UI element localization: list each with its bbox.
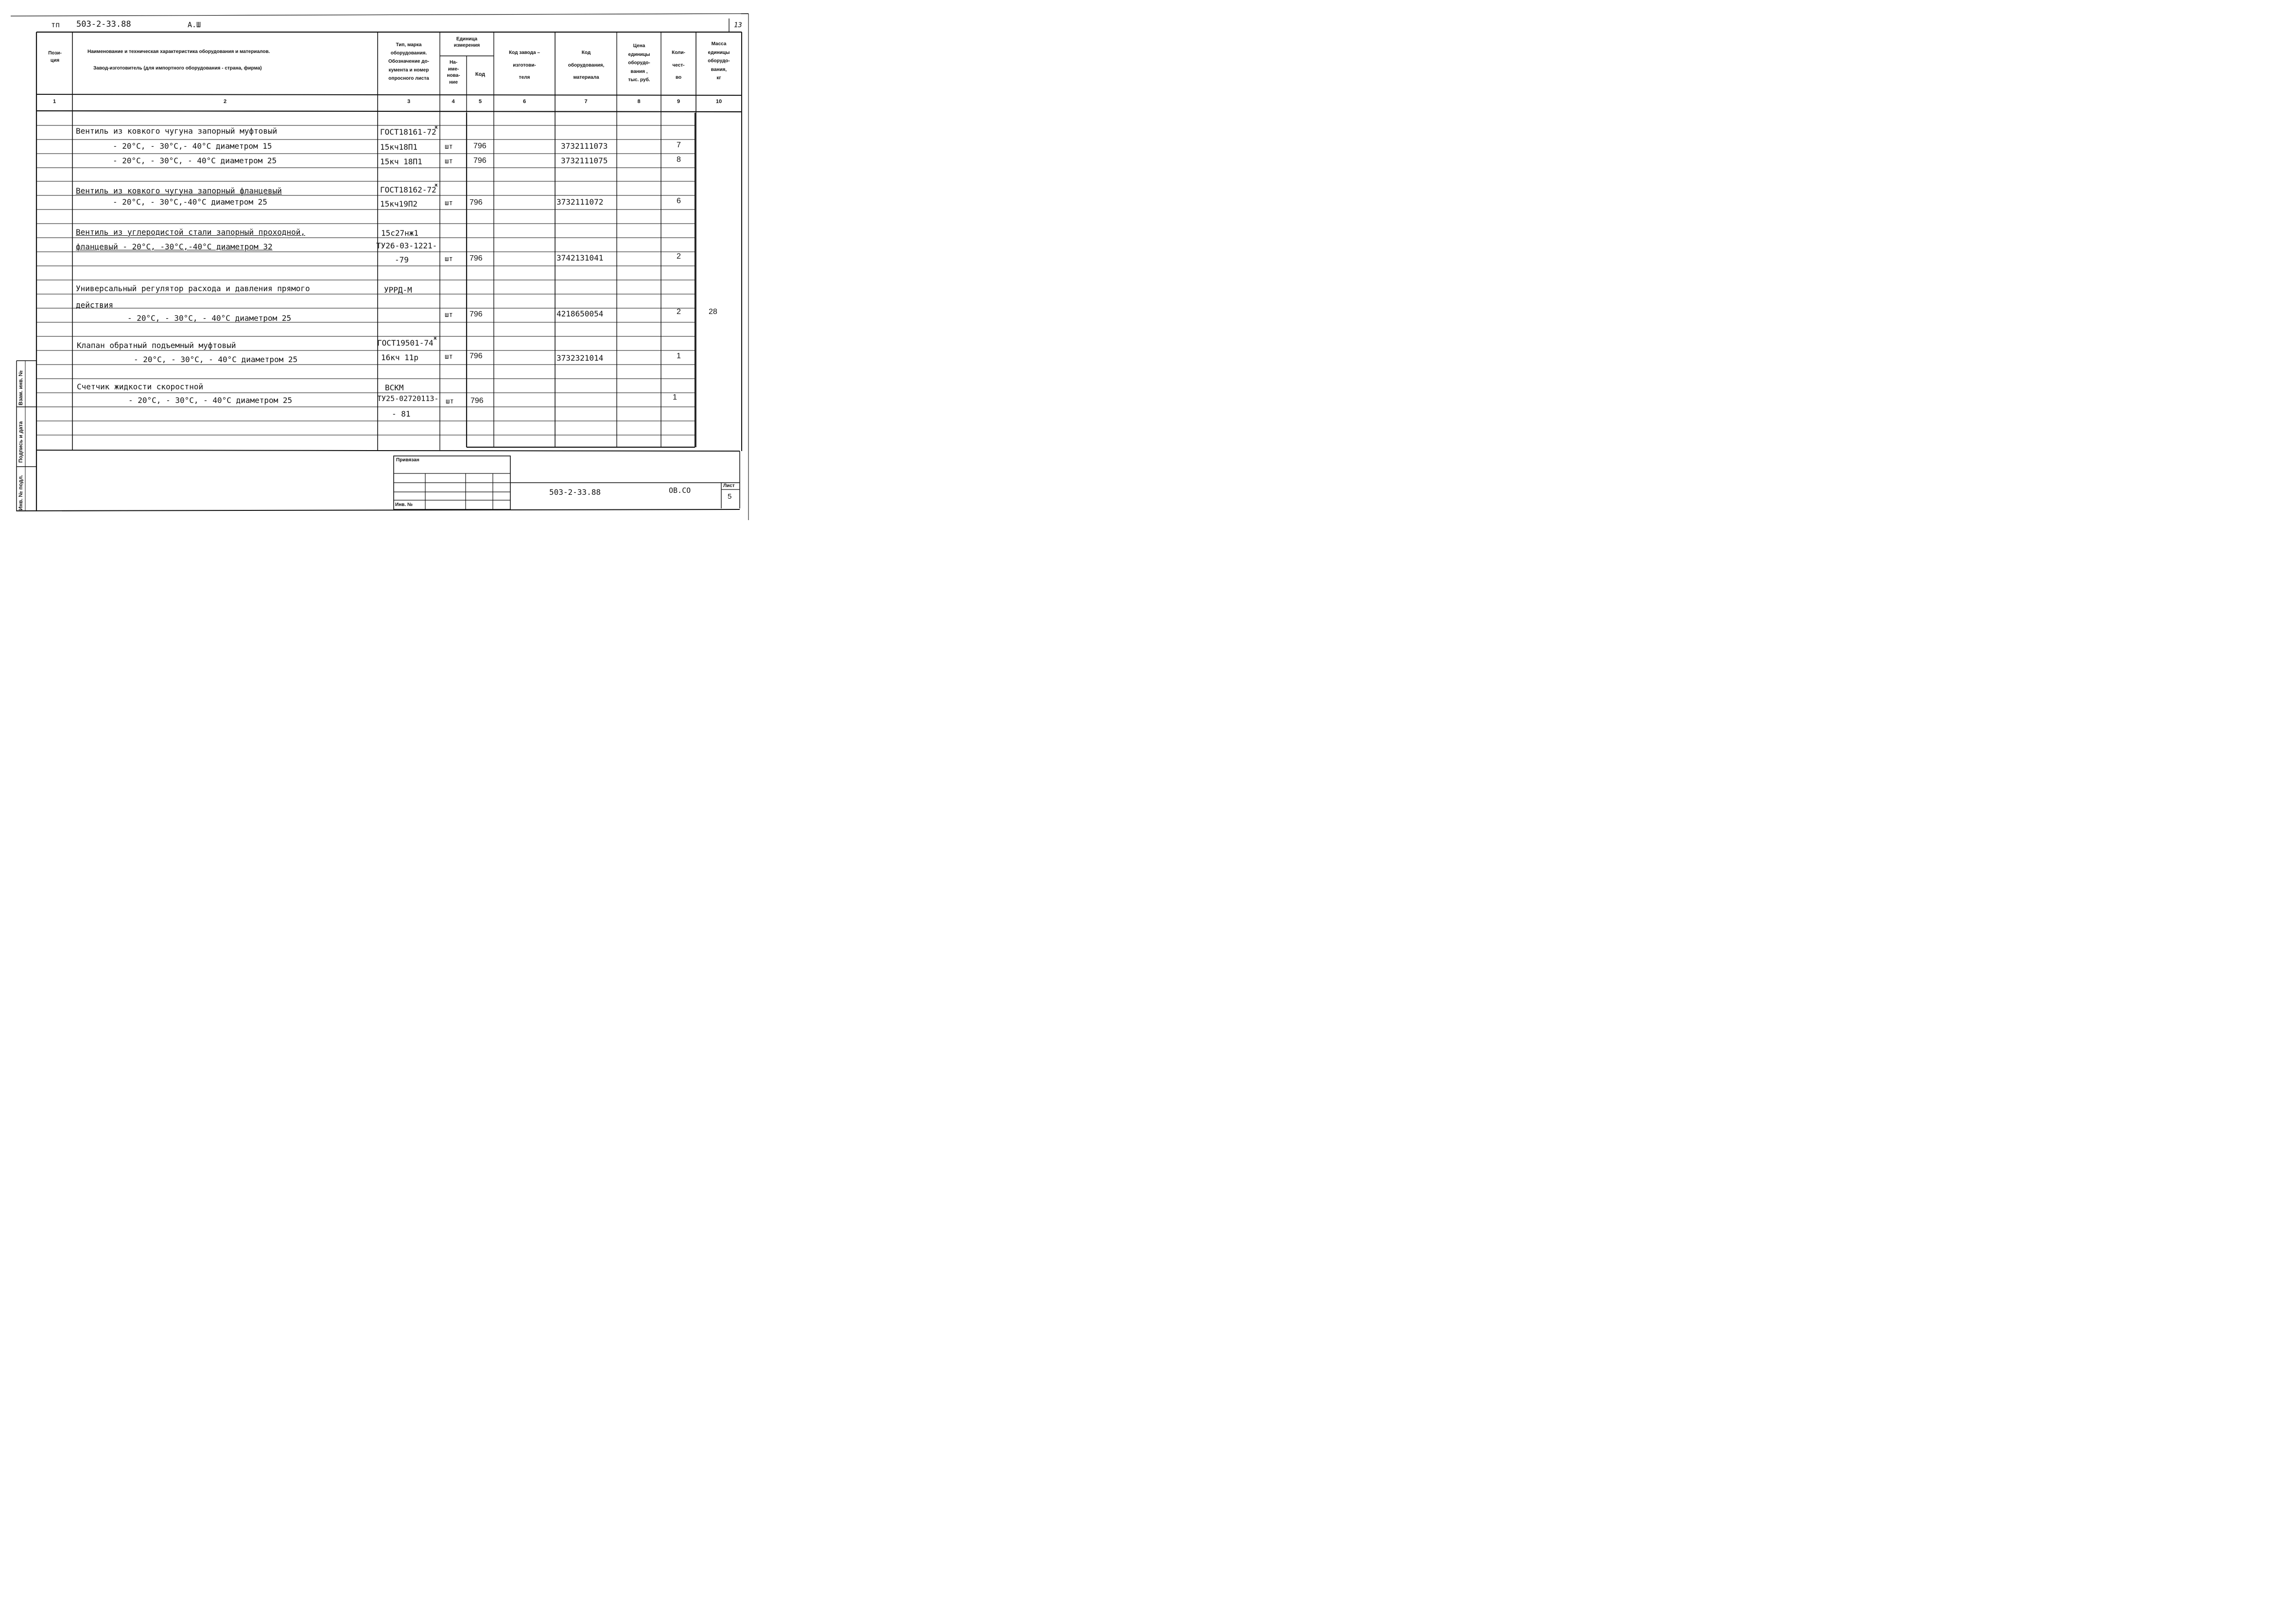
col-num-4: 4 [452,99,455,105]
item-unit-code: 796 [470,310,483,318]
stamp-inv-no-label: Инв. № [395,502,413,507]
header-factory-code: Код завода – изготови- теля [509,50,540,80]
col-num-9: 9 [677,99,680,105]
item-type: -79 [395,255,409,264]
item-name: - 20°С, - 30°С, - 40°С диаметром 25 [127,314,292,323]
col-num-10: 10 [715,99,722,105]
item-type: ГОСТ19501-74 [377,338,434,348]
item-type: ГОСТ18162-72 [380,185,436,194]
top-album: А.Ш [188,20,201,29]
item-quantity: 1 [677,352,681,360]
item-name: Клапан обратный подъемный муфтовый [77,341,236,350]
item-mass: 28 [709,308,717,316]
item-equipment-code: 3742131041 [557,253,604,262]
gost-revision-mark: ж [435,182,438,188]
item-quantity: 1 [673,393,677,402]
gost-revision-mark: ж [434,335,437,341]
item-type: ВСКМ [385,383,404,392]
side-inv-podl: Инв. № подл. [18,475,24,510]
item-type: ТУ26-03-1221- [376,241,437,250]
item-name: - 20°С, - 30°С,-40°С диаметром 25 [113,197,267,207]
header-price: Цена единицы оборудо- вания , тыс. руб. [628,43,650,83]
col-num-2: 2 [223,99,227,105]
item-name: - 20°С, - 30°С, - 40°С диаметром 25 [128,396,293,405]
item-name: действия [76,300,114,310]
stamp-linked-label: Привязан [396,457,419,463]
item-name: Вентиль из ковкого чугуна запорный муфтовый [76,126,278,136]
stamp-doc-code: ОВ.СО [669,486,691,495]
item-type: УРРД-М [384,285,412,295]
item-quantity: 8 [677,156,681,164]
item-name: Вентиль из ковкого чугуна запорный фланцевый [76,186,282,195]
item-equipment-code: 4218650054 [557,309,604,318]
item-quantity: 7 [677,141,681,149]
header-unit: Единица измерения [453,36,480,48]
item-type: ГОСТ18161-72 [380,127,436,137]
header-unit-code: Код [475,71,486,77]
col-num-8: 8 [637,99,641,105]
item-equipment-code: 3732111073 [561,141,608,151]
item-name: Вентиль из углеродистой стали запорный проходной, [76,227,306,237]
item-type: ТУ25-0272011З- [377,394,439,403]
gost-revision-mark: ж [435,124,438,130]
col-num-5: 5 [478,99,482,105]
item-type: 15кч19П2 [380,199,418,209]
item-quantity: 2 [677,252,681,261]
stamp-sheet-label: Лист [723,483,735,489]
header-unit-name: На- име- нова- ние [447,60,460,85]
stamp-sheet-value: 5 [728,492,732,501]
col-num-7: 7 [584,99,588,105]
item-name: - 20°С, - 30°С, - 40°С диаметром 25 [113,156,277,165]
item-type: 15кч18П1 [380,142,418,152]
col-num-6: 6 [522,99,526,105]
header-mass: Масса единицы оборудо- вания, кг [708,41,730,81]
col-num-1: 1 [52,99,56,105]
top-left-code: тп [51,20,60,29]
item-unit: шт [445,199,453,207]
item-unit: шт [445,353,453,361]
item-type: 15кч 18П1 [380,157,422,166]
item-name: - 20°С, - 30°С,- 40°С диаметром 15 [113,141,272,151]
item-equipment-code: 3732111072 [557,197,604,207]
item-unit-code: 796 [470,198,483,207]
item-unit: шт [445,311,453,319]
header-equipment-code: Код оборудования, материала [568,50,605,80]
header-quantity: Коли- чест- во [672,50,685,80]
stamp-doc-number: 503-2-33.88 [549,488,601,497]
header-name-line2: Завод-изготовитель (для импортного оборудования - страна, фирма) [93,66,262,71]
item-name: - 20°С, - 30°С, - 40°С диаметром 25 [134,355,298,364]
item-unit-code: 796 [473,157,487,165]
item-unit: шт [445,157,453,165]
side-sign-date: Подпись и дата [18,421,24,463]
top-doc-number: 503-2-33.88 [76,19,131,29]
item-name: фланцевый - 20°С, -30°С,-40°С диаметром 32 [76,242,273,251]
item-unit-code: 796 [470,352,483,360]
item-unit: шт [445,143,453,151]
item-unit-code: 796 [473,142,487,150]
item-type: 15с27нж1 [381,228,419,238]
header-position: Пози- ция [48,51,62,63]
item-unit-code: 796 [470,254,483,262]
item-quantity: 6 [677,197,681,205]
item-quantity: 2 [677,308,681,316]
item-name: Универсальный регулятор расхода и давления прямого [76,284,310,293]
item-type: 16кч 11р [381,353,419,362]
item-name: Счетчик жидкости скоростной [77,382,204,391]
item-equipment-code: 3732321014 [557,353,604,363]
item-unit: шт [445,255,453,263]
col-num-3: 3 [407,99,411,105]
item-unit: шт [446,398,454,405]
item-equipment-code: 3732111075 [561,156,608,165]
side-vzam-inv: Взам. инв. № [18,370,24,405]
page-number: 13 [734,21,742,29]
header-type: Тип, марка оборудования. Обозначение до- кумента и номер опросного листа [388,42,429,81]
item-type: - 81 [392,409,411,419]
header-name-line1: Наименование и техническая характеристика оборудования и материалов. [87,49,270,54]
item-unit-code: 796 [470,397,484,405]
